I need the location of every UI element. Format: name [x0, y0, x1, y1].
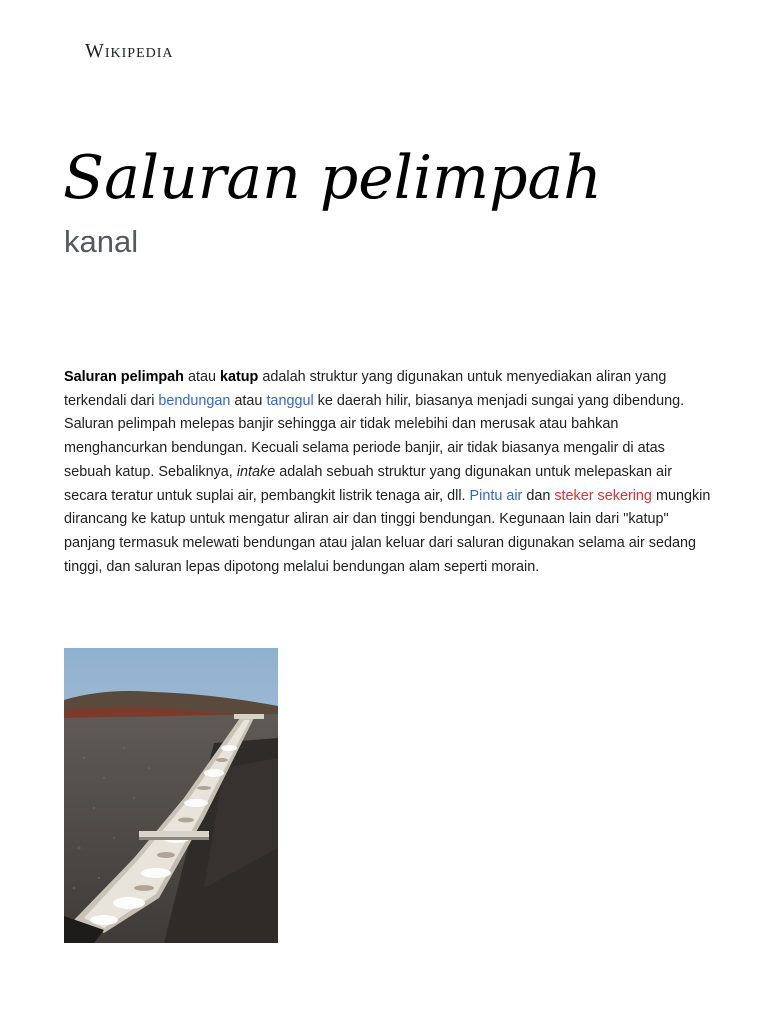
article-paragraph — [64, 366, 712, 579]
page-title: Saluran pelimpah — [63, 143, 602, 213]
text-span: ke daerah hilir, biasanya menjadi sungai yang dibendung. Saluran pelimpah melepas banjir sehingga air tidak melebihi dan merusak atau bahkan menghancurkan bendungan. Kecuali selama periode banjir, air tidak biasanya mengalir di atas sebuah katup. Sebaliknya, — [64, 392, 685, 480]
text-span: atau — [183, 369, 220, 385]
text-span: adalah sebuah struktur yang digunakan untuk melepaskan air secara teratur untuk suplai air, pembangkit listrik tenaga air, dll. — [64, 463, 673, 504]
link-pintu-air[interactable]: Pintu air — [469, 487, 523, 504]
link-bendungan[interactable]: bendungan — [158, 392, 231, 409]
text-span: adalah struktur yang digunakan untuk menyediakan aliran yang terkendali dari — [64, 369, 667, 409]
link-tanggul[interactable]: tanggul — [266, 392, 314, 409]
text-span: mungkin dirancang ke katup untuk mengatur aliran air dan tinggi bendungan. Kegunaan lain dari "katup" panjang termasuk melewati bendungan atau jalan keluar dari saluran digunakan selama air sedang tinggi, dan saluran lepas dipotong melalui bendungan alam seperti morain. — [64, 487, 711, 575]
wikipedia-logo[interactable]: Wikipedia — [85, 40, 174, 62]
italic-term-intake: intake — [236, 463, 276, 480]
text-span: dan — [522, 487, 555, 504]
bold-term-katup: katup — [219, 369, 259, 385]
redlink-steker-sekering[interactable]: steker sekering — [554, 487, 652, 504]
spillway-photo-icon — [64, 648, 278, 943]
bold-term-saluran-pelimpah: Saluran pelimpah — [64, 369, 184, 385]
text-span: atau — [230, 392, 267, 409]
spillway-photo[interactable] — [64, 648, 278, 943]
page-subtitle: kanal — [64, 224, 139, 259]
